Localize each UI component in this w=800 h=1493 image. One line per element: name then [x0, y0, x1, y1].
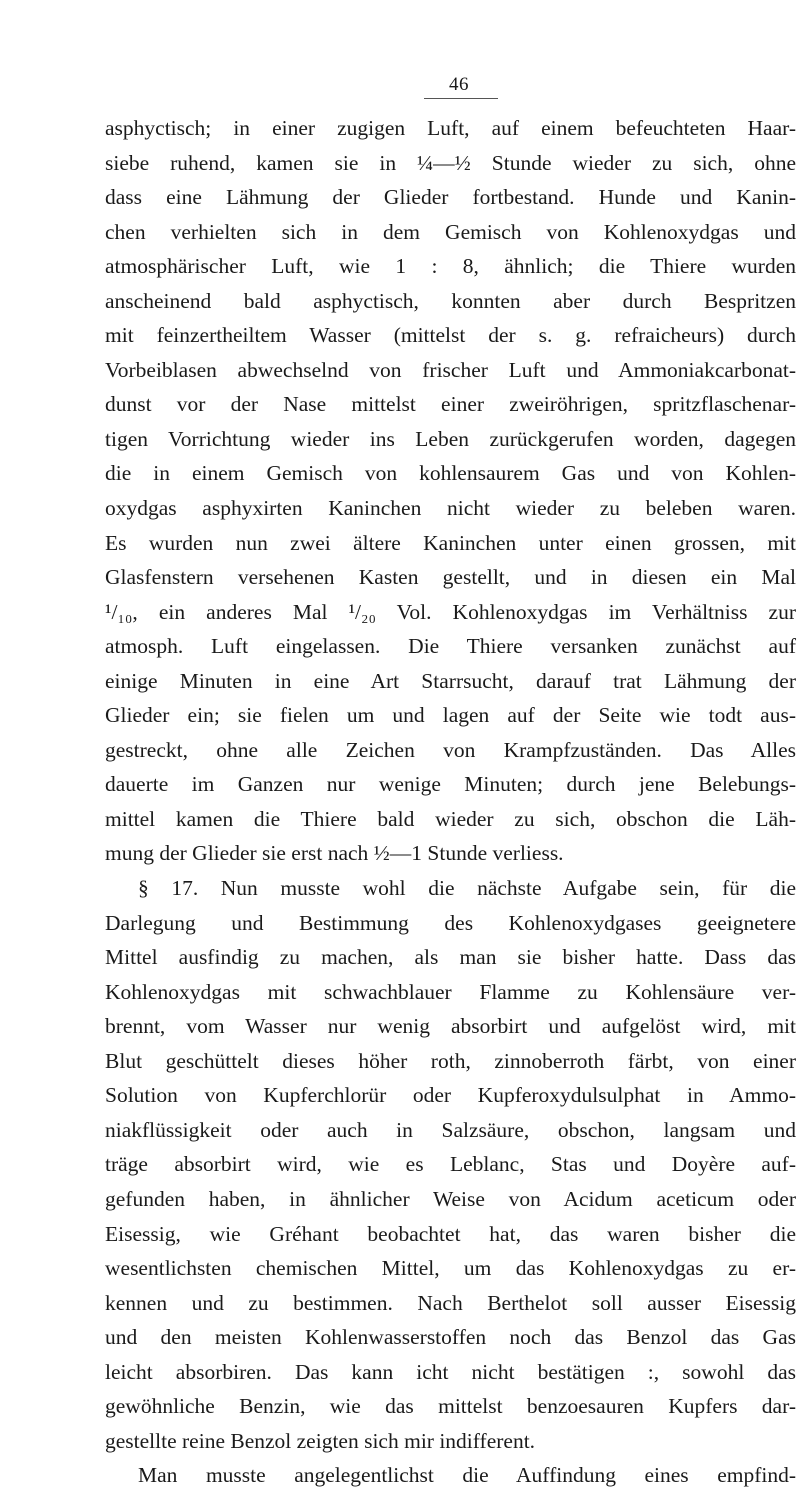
- text-line: leicht absorbiren. Das kann icht nicht bestätigen :, sowohl das: [105, 1359, 796, 1384]
- text-line: oxydgas asphyxirten Kaninchen nicht wieder zu beleben waren.: [105, 496, 796, 521]
- text-line: gestellte reine Benzol zeigten sich mir indifferent.: [105, 1428, 536, 1453]
- text-line: Darlegung und Bestimmung des Kohlenoxydgases geeignetere: [105, 910, 796, 935]
- text-line: Eisessig, wie Gréhant beobachtet hat, das waren bisher die: [105, 1221, 796, 1246]
- text-line: ¹/₁₀, ein anderes Mal ¹/₂₀ Vol. Kohlenoxydgas im Verhältniss zur: [105, 599, 796, 624]
- text-line: Glieder ein; sie fielen um und lagen auf der Seite wie todt aus-: [105, 703, 796, 728]
- text-line: tigen Vorrichtung wieder ins Leben zurückgerufen worden, dagegen: [105, 426, 796, 451]
- text-line: brennt, vom Wasser nur wenig absorbirt und aufgelöst wird, mit: [105, 1014, 796, 1039]
- text-line: atmosph. Luft eingelassen. Die Thiere versanken zunächst auf: [105, 634, 796, 659]
- text-line: die in einem Gemisch von kohlensaurem Gas und von Kohlen-: [105, 461, 796, 486]
- text-line: einige Minuten in eine Art Starrsucht, darauf trat Lähmung der: [105, 668, 796, 693]
- text-line: träge absorbirt wird, wie es Leblanc, Stas und Doyère auf-: [105, 1152, 796, 1177]
- text-line: Solution von Kupferchlorür oder Kupferoxydulsulphat in Ammo-: [105, 1083, 796, 1108]
- text-line: mittel kamen die Thiere bald wieder zu sich, obschon die Läh-: [105, 806, 796, 831]
- text-line: dunst vor der Nase mittelst einer zweiröhrigen, spritzflaschenar-: [105, 392, 796, 417]
- text-line: gefunden haben, in ähnlicher Weise von Acidum aceticum oder: [105, 1186, 796, 1211]
- text-line: dass eine Lähmung der Glieder fortbestand. Hunde und Kanin-: [105, 185, 796, 210]
- text-line: Kohlenoxydgas mit schwachblauer Flamme zu Kohlensäure ver-: [105, 979, 796, 1004]
- text-line: siebe ruhend, kamen sie in ¼—½ Stunde wieder zu sich, ohne: [105, 150, 796, 175]
- page-number-rule: [424, 98, 498, 99]
- text-line: Glasfenstern versehenen Kasten gestellt, und in diesen ein Mal: [105, 565, 796, 590]
- text-line: Man musste angelegentlichst die Auffindung eines empfind-: [138, 1463, 796, 1488]
- text-line: und den meisten Kohlenwasserstoffen noch das Benzol das Gas: [105, 1325, 796, 1350]
- text-line: kennen und zu bestimmen. Nach Berthelot soll ausser Eisessig: [105, 1290, 796, 1315]
- text-line: gewöhnliche Benzin, wie das mittelst benzoesauren Kupfers dar-: [105, 1394, 796, 1419]
- text-line: Blut geschüttelt dieses höher roth, zinnoberroth färbt, von einer: [105, 1048, 796, 1073]
- text-line: gestreckt, ohne alle Zeichen von Krampfzuständen. Das Alles: [105, 737, 796, 762]
- text-line: mit feinzertheiltem Wasser (mittelst der s. g. refraicheurs) durch: [105, 323, 796, 348]
- text-line: chen verhielten sich in dem Gemisch von Kohlenoxydgas und: [105, 219, 796, 244]
- text-line: mung der Glieder sie erst nach ½—1 Stunde verliess.: [105, 841, 564, 866]
- text-line: asphyctisch; in einer zugigen Luft, auf einem befeuchteten Haar-: [105, 116, 796, 140]
- text-line: anscheinend bald asphyctisch, konnten aber durch Bespritzen: [105, 288, 796, 313]
- body-text: [105, 111, 796, 1493]
- text-line: atmosphärischer Luft, wie 1 : 8, ähnlich; die Thiere wurden: [105, 254, 796, 279]
- text-line: Es wurden nun zwei ältere Kaninchen unter einen grossen, mit: [105, 530, 796, 555]
- text-line: Mittel ausfindig zu machen, als man sie bisher hatte. Dass das: [105, 945, 796, 970]
- text-line: wesentlichsten chemischen Mittel, um das Kohlenoxydgas zu er-: [105, 1256, 796, 1281]
- page-number: 46: [449, 74, 469, 95]
- text-line: Vorbeiblasen abwechselnd von frischer Luft und Ammoniakcarbonat-: [105, 357, 796, 382]
- text-line: niakflüssigkeit oder auch in Salzsäure, obschon, langsam und: [105, 1117, 796, 1142]
- text-line: § 17. Nun musste wohl die nächste Aufgabe sein, für die: [138, 876, 796, 901]
- text-line: dauerte im Ganzen nur wenige Minuten; durch jene Belebungs-: [105, 772, 796, 797]
